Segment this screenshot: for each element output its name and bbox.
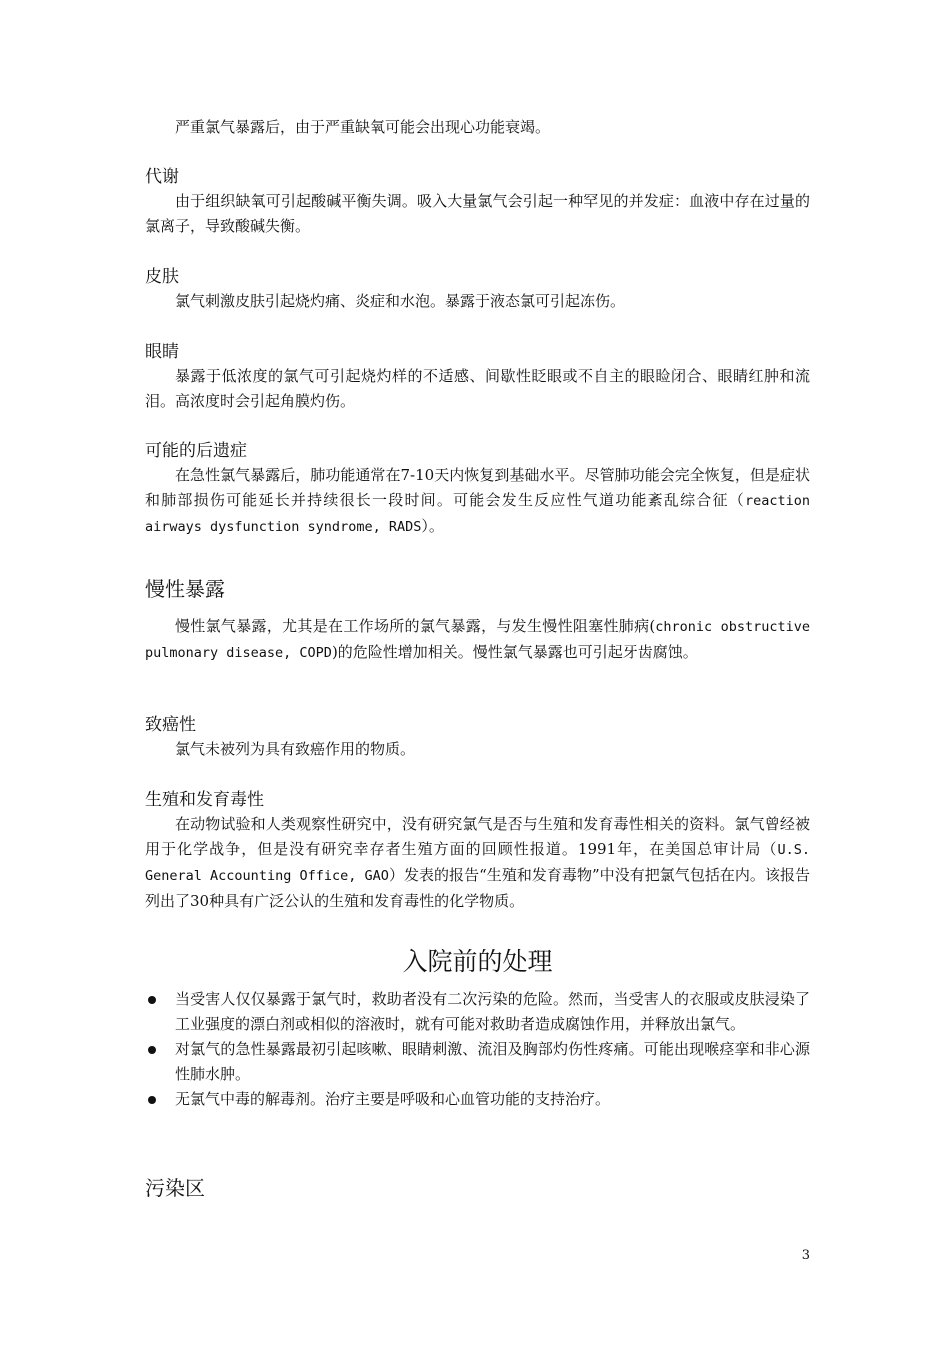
text-run: ）。 — [421, 517, 444, 535]
bullet-icon — [148, 1046, 156, 1054]
list-item — [145, 1087, 810, 1112]
bullet-icon — [148, 1096, 156, 1104]
section-sequelae — [145, 439, 810, 540]
section-heading: 慢性暴露 — [145, 577, 225, 601]
section-heading: 可能的后遗症 — [145, 441, 247, 461]
list-item-text: 对氯气的急性暴露最初引起咳嗽、眼睛刺激、流泪及胸部灼伤性疼痛。可能出现喉痉挛和非心源性肺水肿。 — [175, 1040, 810, 1083]
text-run: 在急性氯气暴露后，肺功能通常在7-10天内恢复到基础水平。尽管肺功能会完全恢复，但是症状和肺部损伤可能延长并持续很长一段时间。可能会发生反应性气道功能紊乱综合征（ — [145, 466, 810, 509]
text-run: 慢性氯气暴露，尤其是在工作场所的氯气暴露，与发生慢性阻塞性肺病( — [175, 617, 656, 635]
paragraph-text — [145, 463, 810, 540]
section-heading: 致癌性 — [145, 715, 196, 735]
section-heading: 眼睛 — [145, 342, 179, 362]
section-reproductive — [145, 788, 810, 914]
page-number: 3 — [801, 1248, 810, 1263]
text-run: 在动物试验和人类观察性研究中，没有研究氯气是否与生殖和发育毒性相关的资料。氯气曾经被用于化学战争，但是没有研究幸存者生殖方面的回顾性报道。1991年，在美国总审计局（ — [145, 815, 810, 858]
paragraph-text — [145, 614, 810, 666]
list-item-text: 当受害人仅仅暴露于氯气时，救助者没有二次污染的危险。然而，当受害人的衣服或皮肤浸染了工业强度的漂白剂或相似的溶液时，就有可能对救助者造成腐蚀作用，并释放出氯气。 — [175, 990, 810, 1033]
list-item — [145, 1037, 810, 1087]
paragraph-text: 严重氯气暴露后，由于严重缺氧可能会出现心功能衰竭。 — [175, 118, 551, 136]
section-heading: 入院前的处理 — [402, 947, 553, 976]
paragraph-text: 暴露于低浓度的氯气可引起烧灼样的不适感、间歇性眨眼或不自主的眼睑闭合、眼睛红肿和流泪。高浓度时会引起角膜灼伤。 — [145, 367, 810, 410]
section-contaminated-zone — [145, 1175, 810, 1201]
section-heading: 代谢 — [145, 167, 179, 187]
section-chronic-exposure — [145, 576, 810, 666]
section-eyes — [145, 340, 810, 414]
paragraph-cardiac — [145, 115, 810, 140]
paragraph-text: 氯气未被列为具有致癌作用的物质。 — [175, 740, 416, 758]
section-carcinogenicity — [145, 713, 810, 762]
section-heading: 污染区 — [145, 1176, 205, 1200]
paragraph-text — [145, 812, 810, 914]
text-run: ）发表的报告“生殖和发育毒物”中没有把氯气包括在内。该报告列出了30种具有广泛公认的生殖和发育毒性的化学物质。 — [145, 866, 810, 910]
text-run: )的危险性增加相关。慢性氯气暴露也可引起牙齿腐蚀。 — [331, 643, 698, 661]
list-item-text: 无氯气中毒的解毒剂。治疗主要是呼吸和心血管功能的支持治疗。 — [175, 1090, 611, 1108]
english-term: reaction airways dysfunction syndrome, RADS — [145, 493, 810, 535]
paragraph-text: 由于组织缺氧可引起酸碱平衡失调。吸入大量氯气会引起一种罕见的并发症：血液中存在过量的氯离子，导致酸碱失衡。 — [145, 192, 810, 235]
bullet-list — [145, 987, 810, 1112]
section-heading: 皮肤 — [145, 267, 179, 287]
list-item — [145, 987, 810, 1037]
section-skin — [145, 265, 810, 314]
english-term: chronic obstructive pulmonary disease, COPD — [145, 619, 810, 661]
bullet-icon — [148, 996, 156, 1004]
section-prehospital — [145, 947, 810, 1112]
section-metabolism — [145, 165, 810, 239]
english-term: U.S. General Accounting Office, GAO — [145, 842, 810, 884]
section-heading: 生殖和发育毒性 — [145, 790, 264, 810]
paragraph-text: 氯气刺激皮肤引起烧灼痛、炎症和水泡。暴露于液态氯可引起冻伤。 — [175, 292, 626, 310]
